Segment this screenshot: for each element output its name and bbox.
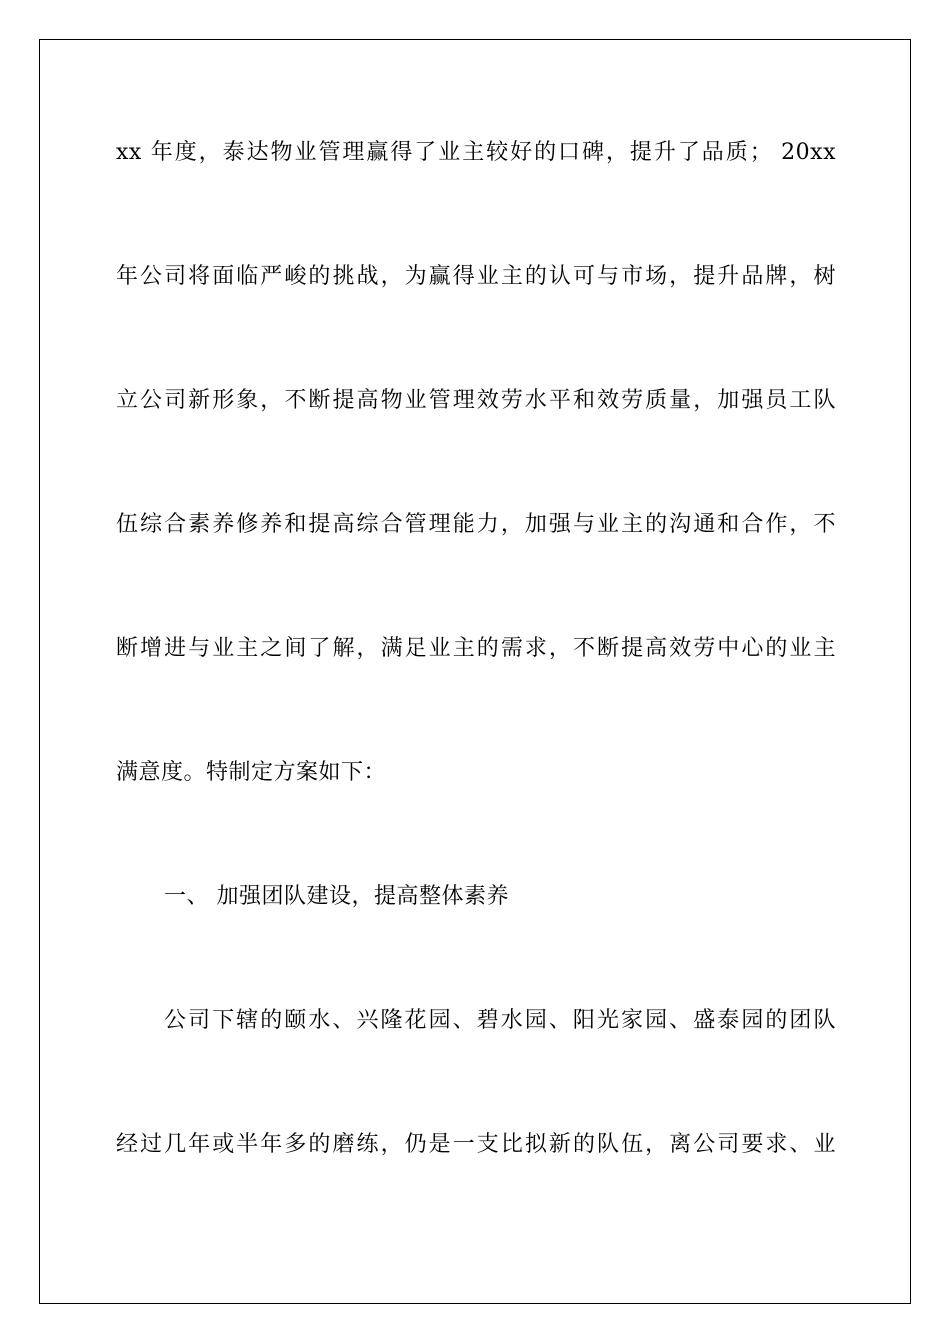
paragraph-line-6: 满意度。特制定方案如下： (116, 760, 387, 785)
page-border (39, 39, 911, 1304)
paragraph-line-4: 伍综合素养修养和提高综合管理能力，加强与业主的沟通和合作，不 (116, 512, 836, 537)
paragraph-line-3: 立公司新形象，不断提高物业管理效劳水平和效劳质量，加强员工队 (116, 388, 836, 413)
section-paragraph-line-1: 公司下辖的颐水、兴隆花园、碧水园、阳光家园、盛泰园的团队 (164, 1008, 836, 1033)
paragraph-line-2: 年公司将面临严峻的挑战，为赢得业主的认可与市场，提升品牌，树 (116, 264, 836, 289)
paragraph-line-5: 断增进与业主之间了解，满足业主的需求，不断提高效劳中心的业主 (116, 636, 836, 661)
section-heading: 一、 加强团队建设，提高整体素养 (164, 884, 509, 909)
section-paragraph-line-2: 经过几年或半年多的磨练，仍是一支比拟新的队伍，离公司要求、业 (116, 1132, 836, 1157)
paragraph-line-1: xx 年度，泰达物业管理赢得了业主较好的口碑，提升了品质； 20xx (116, 140, 836, 165)
